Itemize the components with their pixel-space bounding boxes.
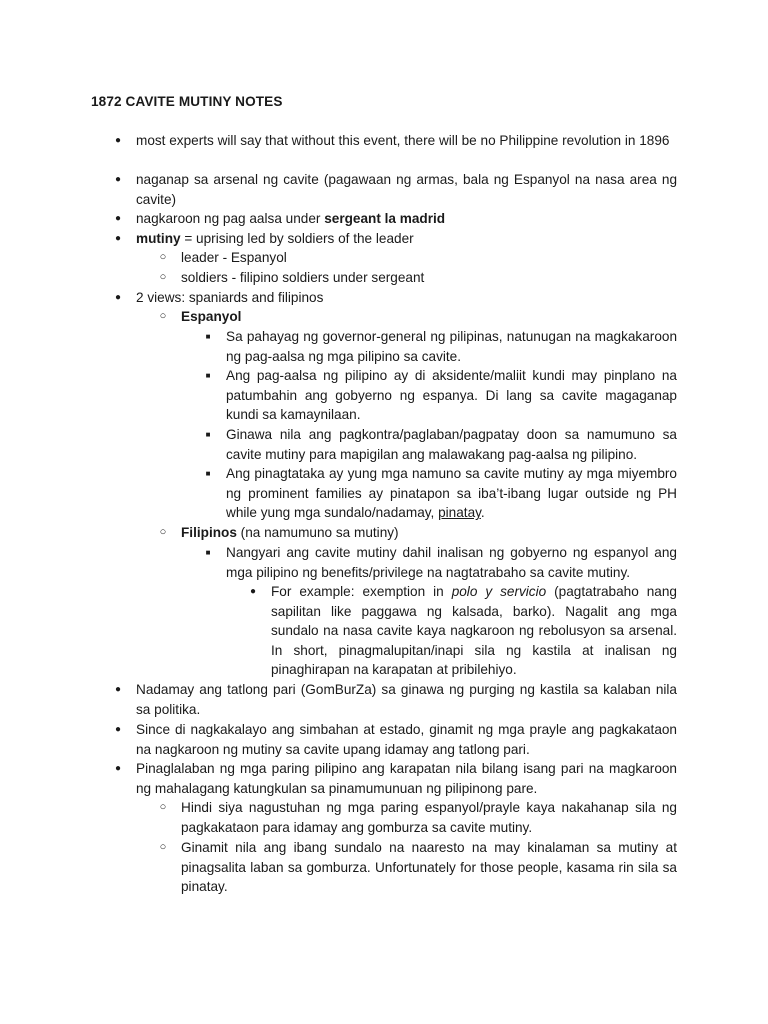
bullet-circle-icon: ○ [159,526,167,538]
bullet-item [114,288,677,308]
bullet-text: Ginawa nila ang pagkontra/paglaban/pagpatay doon sa namumuno sa cavite mutiny para mapigilan ang malawakang pag-aalsa ng pilipino. [226,427,677,462]
bullet-dot-icon: ● [249,586,257,597]
bullet-text: naganap sa arsenal ng cavite (pagawaan ng armas, bala ng Espanyol na nasa area ng cavite) [136,172,677,207]
bullet-item [114,209,677,229]
bullet-text: Ginamit nila ang ibang sundalo na naaresto na may kinalaman sa mutiny at pinagsalita laban sa gomburza. Unfortunately for those people, kasama rin sila sa pinatay. [181,840,677,895]
bullet-circle-icon: ○ [159,310,167,322]
sub-bullet-item [159,798,677,837]
bullet-dot-icon: ● [114,724,122,735]
bullet-square-icon: ■ [205,430,211,439]
document-title: 1872 CAVITE MUTINY NOTES [91,94,283,109]
bullet-text: Sa pahayag ng governor-general ng pilipinas, natunugan na magkakaroon ng pag-aalsa ng mga pilipino sa cavite. [226,329,677,364]
bullet-text: Since di nagkakalayo ang simbahan at estado, ginamit ng mga prayle ang pagkakataon na nagkaroon ng mutiny sa cavite upang idamay ang tatlong pari. [136,722,677,757]
bullet-dot-icon: ● [114,233,122,244]
bullet-text: For example: exemption in polo y servicio (pagtatrabaho nang sapilitan like paggawa ng kalsada, barko). Nagalit ang mga sundalo na nasa cavite kaya nagkaroon ng rebolusyon sa arsenal. In short, pinagmalupitan/inapi sila ng kastila at inalisan ng pinaghirapan na karapatan at pribilehiyo. [271,584,677,678]
bullet-text [181,307,677,327]
italic-term: polo y servicio [451,584,547,599]
bullet-dot-icon: ● [114,292,122,303]
bullet-text: Nadamay ang tatlong pari (GomBurZa) sa ginawa ng purging ng kastila sa kalaban nila sa politika. [136,682,677,717]
bullet-circle-icon: ○ [159,271,167,283]
bullet-square-icon: ■ [205,469,211,478]
sub-bullet-item [159,248,677,268]
level4-bullet-item [249,582,677,680]
bullet-dot-icon: ● [114,213,122,224]
bullet-text: leader - Espanyol [181,250,287,265]
bold-term: Filipinos [181,525,237,540]
bullet-item [114,170,677,209]
bullet-square-icon: ■ [205,332,211,341]
bold-term: mutiny [136,231,181,246]
bullet-text: Nangyari ang cavite mutiny dahil inalisan ng gobyerno ng espanyol ang mga pilipino ng benefits/privilege na nagtatrabaho sa cavite mutiny. [226,545,677,580]
bullet-circle-icon: ○ [159,251,167,263]
bullet-text: Ang pinagtataka ay yung mga namuno sa cavite mutiny ay mga miyembro ng prominent families ay pinatapon sa iba’t-ibang lugar outside ng PH while yung mga sundalo/nadamay, pinatay. [226,466,677,521]
sub-sub-bullet-item [205,464,677,523]
sub-bullet-item [159,307,677,327]
sub-sub-bullet-item [205,543,677,582]
sub-sub-bullet-item [205,327,677,366]
bullet-text: Pinaglalaban ng mga paring pilipino ang karapatan nila bilang isang pari na magkaroon ng mahalagang katungkulan sa pinamumunuan ng pilipinong pare. [136,761,677,796]
bullet-text: nagkaroon ng pag aalsa under sergeant la madrid [136,211,446,226]
sub-bullet-item [159,268,677,288]
bold-term: sergeant la madrid [324,211,446,226]
bullet-item [114,131,677,151]
bullet-dot-icon: ● [114,174,122,185]
bullet-text: soldiers - filipino soldiers under sergeant [181,270,425,285]
bullet-square-icon: ■ [205,371,211,380]
bullet-item [114,680,677,719]
sub-sub-bullet-item [205,366,677,425]
bullet-text: Hindi siya nagustuhan ng mga paring espanyol/prayle kaya nakahanap sila ng pagkakataon para idamay ang gomburza sa cavite mutiny. [181,800,677,835]
bullet-text: Filipinos (na namumuno sa mutiny) [181,525,399,540]
bullet-text: Ang pag-aalsa ng pilipino ay di aksidente/maliit kundi may pinplano na patumbahin ang gobyerno ng espanya. Di lang sa cavite magaganap kundi sa kamaynilaan. [226,368,677,423]
sub-sub-bullet-item [205,425,677,464]
bullet-text: most experts will say that without this event, there will be no Philippine revolution in 1896 [136,133,670,148]
bullet-circle-icon: ○ [159,801,167,813]
bullet-dot-icon: ● [114,684,122,695]
bullet-dot-icon: ● [114,763,122,774]
sub-bullet-item [159,838,677,897]
bullet-item [114,720,677,759]
bullet-dot-icon: ● [114,135,122,146]
bullet-text: 2 views: spaniards and filipinos [136,290,324,305]
bullet-item [114,229,677,249]
bullet-circle-icon: ○ [159,841,167,853]
bold-term: Espanyol [181,309,242,324]
underlined-term: pinatay [438,505,481,521]
bullet-text: mutiny = uprising led by soldiers of the leader [136,231,414,246]
bullet-item [114,759,677,798]
bullet-square-icon: ■ [205,548,211,557]
sub-bullet-item [159,523,677,543]
